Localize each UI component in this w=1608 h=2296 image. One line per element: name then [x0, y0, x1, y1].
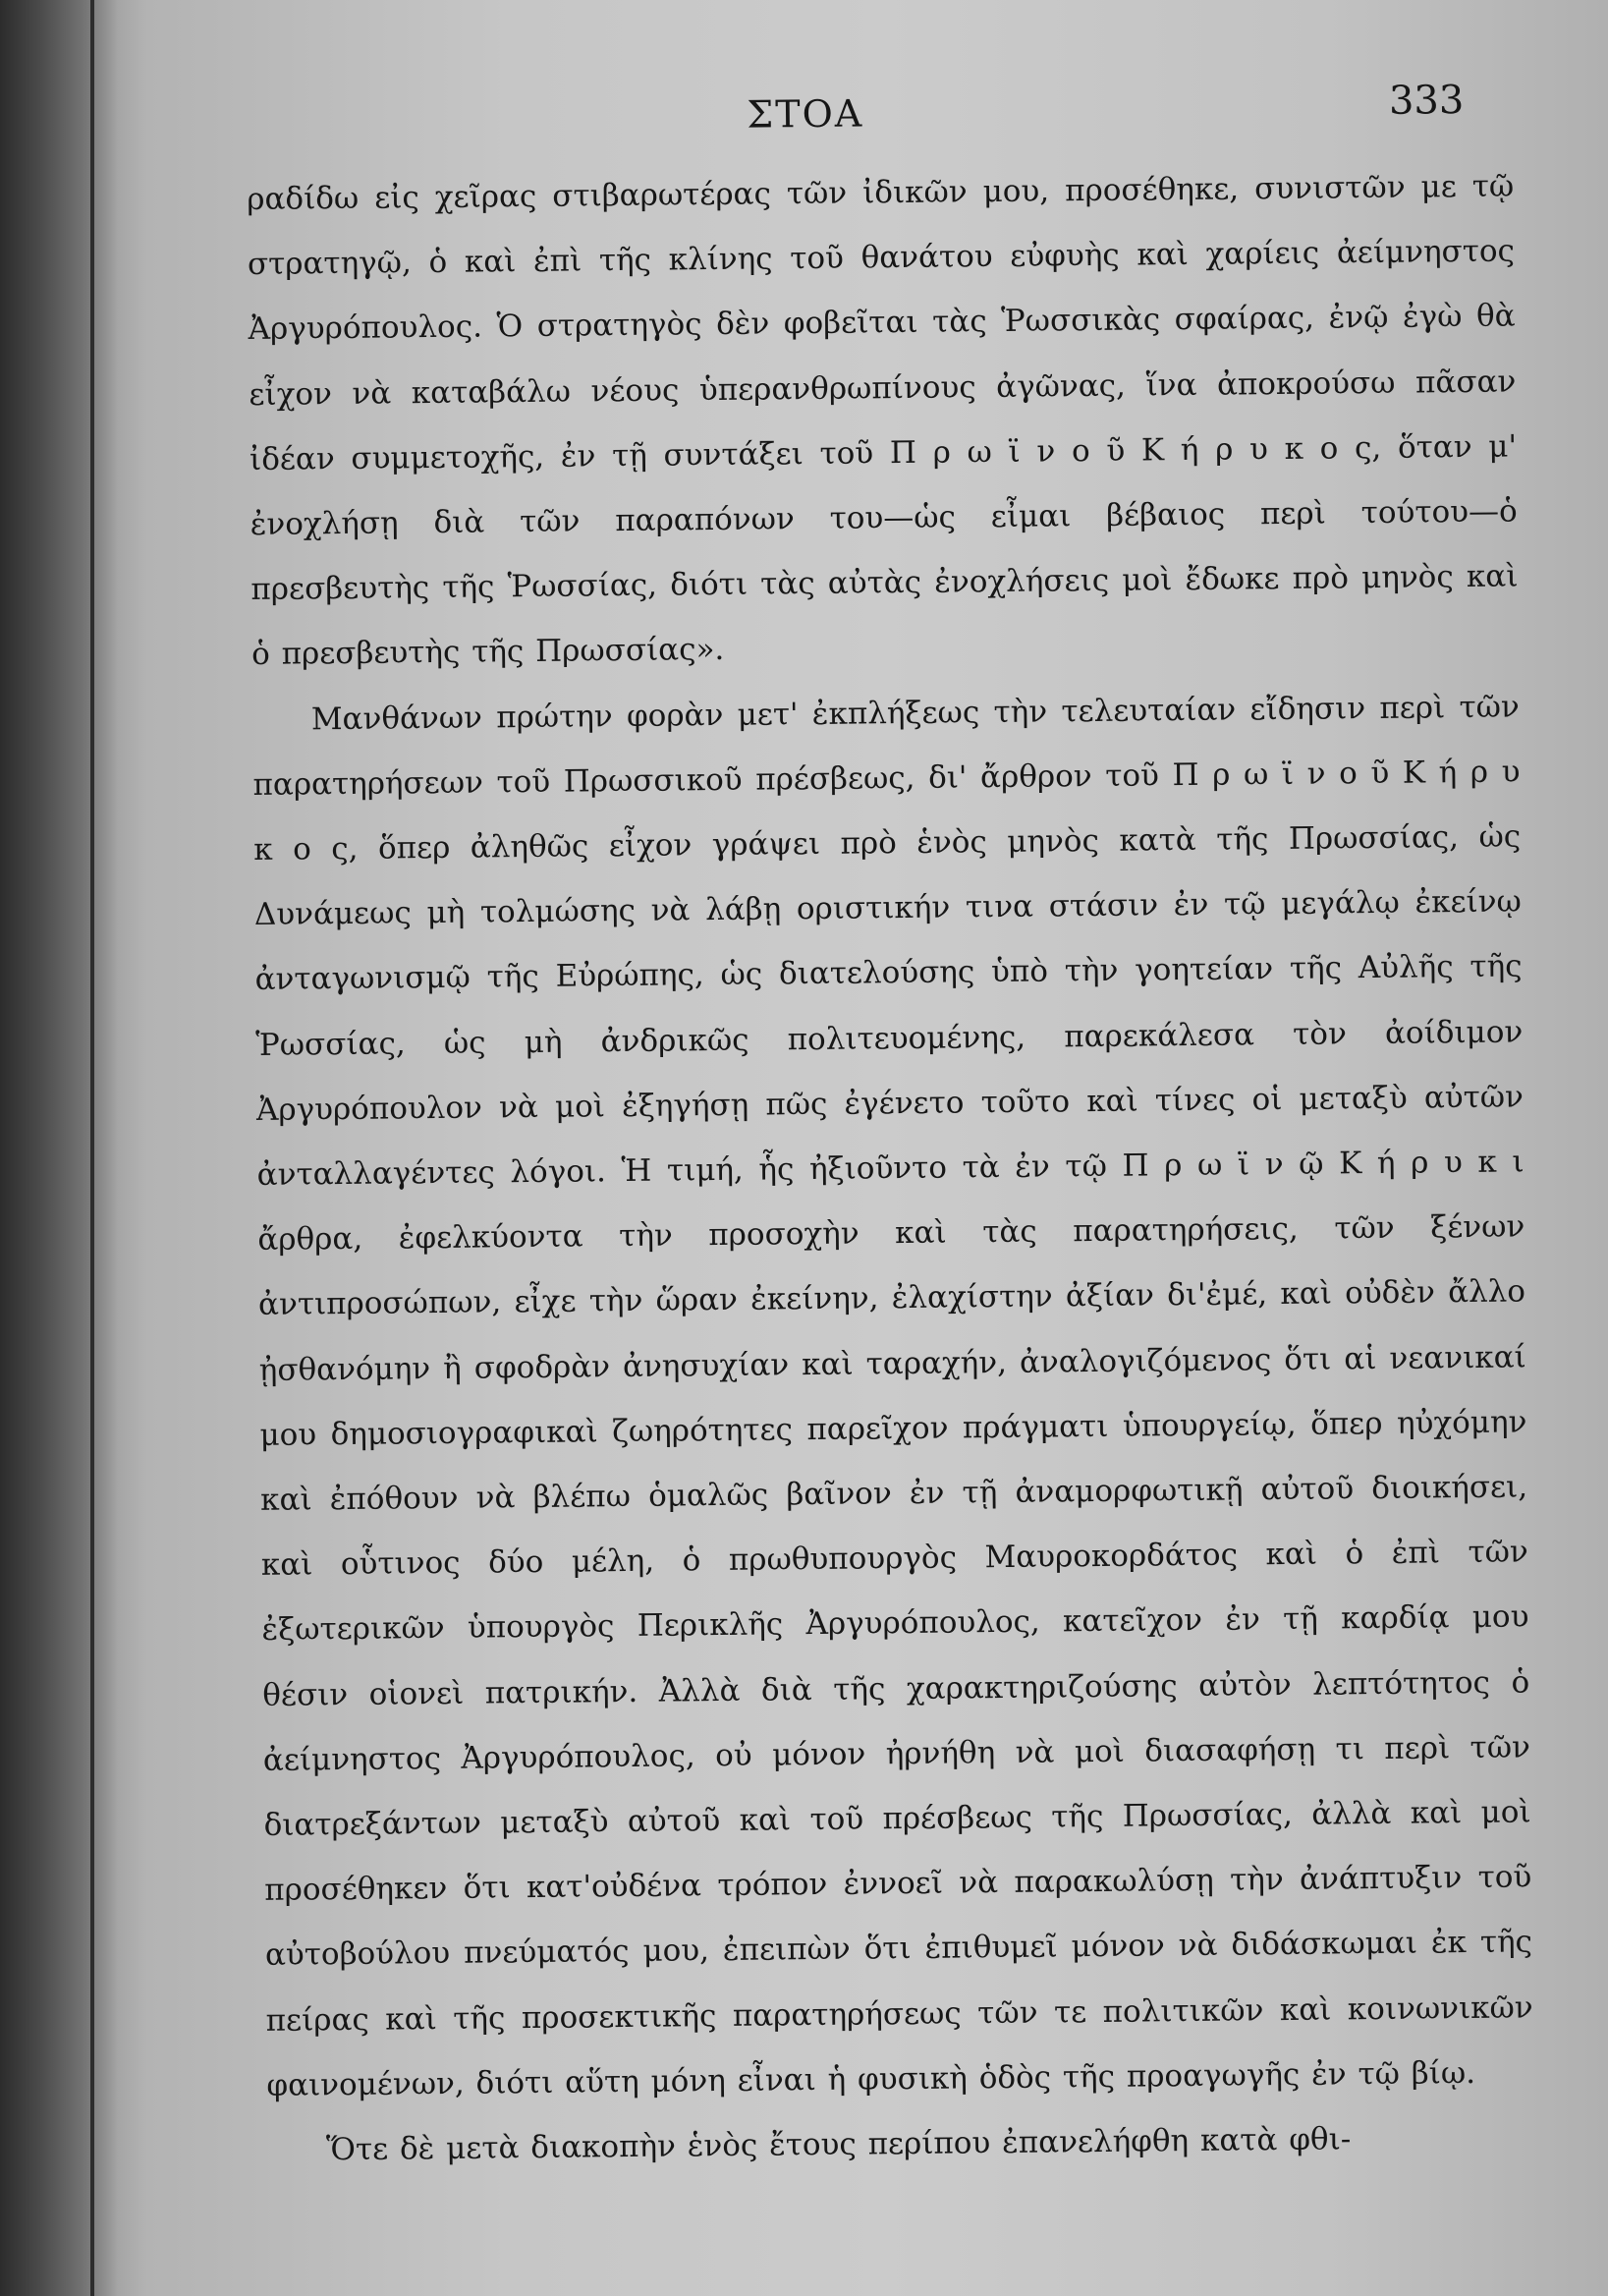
paragraph-2: Μανθάνων πρώτην φορὰν μετ' ἐκπλήξεως τὴν τελευταίαν εἴδησιν περὶ τῶν παρατηρήσεων τοῦ Πρωσσικοῦ πρέσβεως, δι' ἄρθρον τοῦ Π ρ ω ϊ ν ο ῦ Κ ή ρ υ κ ο ς, ὅπερ ἀληθῶς εἶχον γράψει πρὸ ἑνὸς μηνὸς κατὰ τῆς Πρωσσίας, ὡς Δυνάμεως μὴ τολμώσης νὰ λάβῃ οριστικήν τινα στάσιν ἐν τῷ μεγάλῳ ἐκείνῳ ἀνταγωνισμῷ τῆς Εὐρώπης, ὡς διατελούσης ὑπὸ τὴν γοητείαν τῆς Αὐλῆς τῆς Ῥωσσίας, ὡς μὴ ἀνδρικῶς πολιτευομένης, παρεκάλεσα τὸν ἀοίδιμον Ἀργυρόπουλον νὰ μοὶ ἐξηγήσῃ πῶς ἐγένετο τοῦτο καὶ τίνες οἱ μεταξὺ αὐτῶν ἀνταλλαγέντες λόγοι. Ἡ τιμή, ἧς ἠξιοῦντο τὰ ἐν τῷ Π ρ ω ϊ ν ῷ Κ ή ρ υ κ ι ἄρθρα, ἐφελκύοντα τὴν προσοχὴν καὶ τὰς παρατηρήσεις, τῶν ξένων ἀντιπροσώπων, εἶχε τὴν ὥραν ἐκείνην, ἐλαχίστην ἀξίαν δι'ἐμέ, καὶ οὐδὲν ἄλλο ᾐσθανόμην ἢ σφοδρὰν ἀνησυχίαν καὶ ταραχήν, ἀναλογιζόμενος ὅτι αἱ νεανικαί μου δημοσιογραφικαὶ ζωηρότητες παρεῖχον πράγματι ὑπουργείῳ, ὅπερ ηὐχόμην καὶ ἐπόθουν νὰ βλέπω ὁμαλῶς βαῖνον ἐν τῇ ἀναμορφωτικῇ αὐτοῦ διοικήσει, καὶ οὗτινος δύο μέλη, ὁ πρωθυπουργὸς Μαυροκορδάτος καὶ ὁ ἐπὶ τῶν ἐξωτερικῶν ὑπουργὸς Περικλῆς Ἀργυρόπουλος, κατεῖχον ἐν τῇ καρδίᾳ μου θέσιν οἱονεὶ πατρικήν. Ἀλλὰ διὰ τῆς χαρακτηριζούσης αὐτὸν λεπτότητος ὁ ἀείμνηστος Ἀργυρόπουλος, οὐ μόνον ἠρνήθη νὰ μοὶ διασαφήσῃ τι περὶ τῶν διατρεξάντων μεταξὺ αὐτοῦ καὶ τοῦ πρέσβεως τῆς Πρωσσίας, ἀλλὰ καὶ μοὶ προσέθηκεν ὅτι κατ'οὐδένα τρόπον ἐννοεῖ νὰ παρακωλύσῃ τὴν ἀνάπτυξιν τοῦ αὐτοβούλου πνεύματός μου, ἐπειπὼν ὅτι ἐπιθυμεῖ μόνον νὰ διδάσκωμαι ἐκ τῆς πείρας καὶ τῆς προσεκτικῆς παρατηρήσεως τῶν τε πολιτικῶν καὶ κοινωνικῶν φαινομένων, διότι αὕτη μόνη εἶναι ἡ φυσικὴ ὁδὸς τῆς προαγωγῆς ἐν τῷ βίῳ. [252, 689, 1533, 2103]
gutter-edge [90, 0, 94, 2296]
body-text [247, 153, 1534, 2183]
binding-shadow [0, 0, 118, 2296]
paragraph-1: ραδίδω εἰς χεῖρας στιβαρωτέρας τῶν ἰδικῶν μου, προσέθηκε, συνιστῶν με τῷ στρατηγῷ, ὁ καὶ ἐπὶ τῆς κλίνης τοῦ θανάτου εὐφυὴς καὶ χαρίεις ἀείμνηστος Ἀργυρόπουλος. Ὁ στρατηγὸς δὲν φοβεῖται τὰς Ῥωσσικὰς σφαίρας, ἐνῷ ἐγὼ θὰ εἶχον νὰ καταβάλω νέους ὑπερανθρωπίνους ἀγῶνας, ἵνα ἀποκρούσω πᾶσαν ἰδέαν συμμετοχῆς, ἐν τῇ συντάξει τοῦ Π ρ ω ϊ ν ο ῦ Κ ή ρ υ κ ο ς, ὅταν μ' ἐνοχλήσῃ διὰ τῶν παραπόνων του—ὡς εἶμαι βέβαιος περὶ τούτου—ὁ πρεσβευτὴς τῆς Ῥωσσίας, διότι τὰς αὐτὰς ἐνοχλήσεις μοὶ ἔδωκε πρὸ μηνὸς καὶ ὁ πρεσβευτὴς τῆς Πρωσσίας». [247, 168, 1519, 673]
page-number: 333 [1388, 78, 1465, 124]
running-title: ΣΤΟΑ [747, 91, 864, 137]
paragraph-3: Ὅτε δὲ μετὰ διακοπὴν ἑνὸς ἔτους περίπου ἐπανελήφθη κατὰ φθι- [325, 2121, 1352, 2168]
running-head [246, 65, 1514, 167]
book-page [246, 65, 1534, 2183]
